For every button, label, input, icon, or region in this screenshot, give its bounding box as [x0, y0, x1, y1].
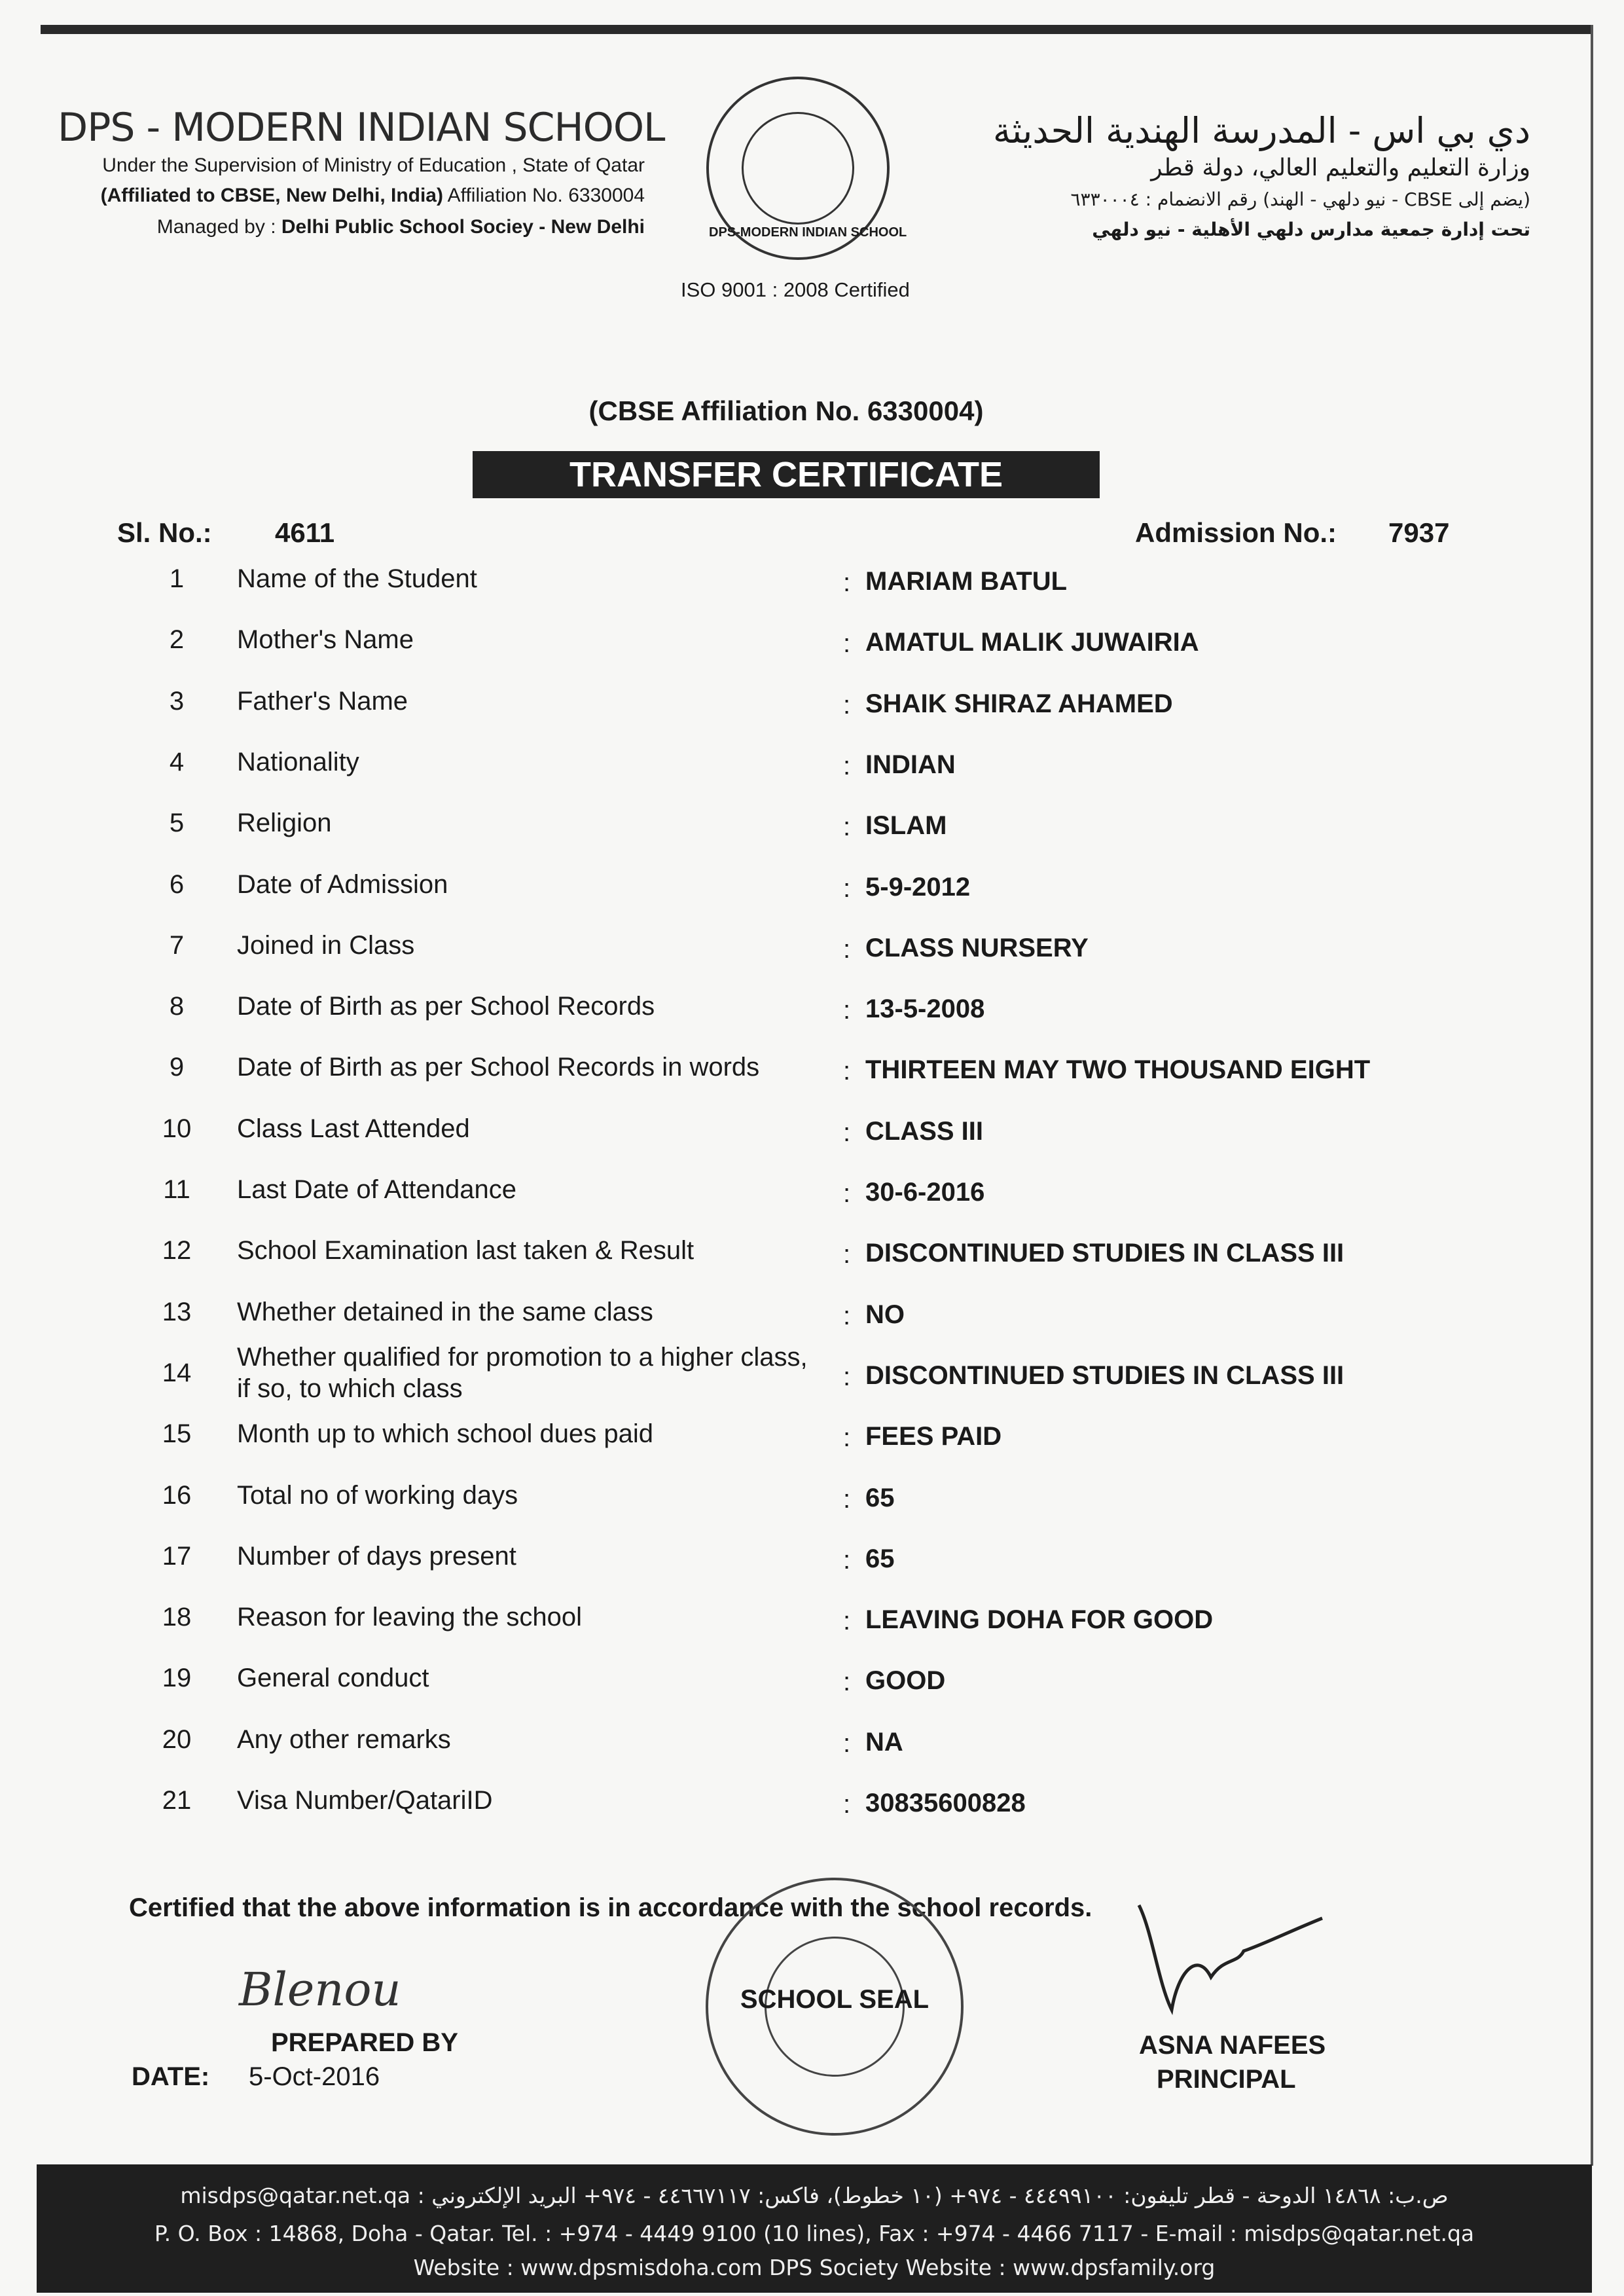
- admission-no-value: 7937: [1388, 517, 1450, 548]
- admission-no-label: Admission No.:: [1135, 517, 1337, 548]
- field-label: Name of the Student: [237, 564, 477, 593]
- field-label: Visa Number/QatariID: [237, 1786, 493, 1815]
- field-label: Date of Admission: [237, 869, 448, 899]
- field-value: CLASS III: [865, 1116, 984, 1146]
- field-row: [0, 687, 1624, 726]
- field-row: [0, 748, 1624, 787]
- field-value: NO: [865, 1300, 905, 1329]
- field-number: 2: [169, 625, 185, 655]
- field-label: Reason for leaving the school: [237, 1603, 582, 1632]
- field-value: MARIAM BATUL: [865, 567, 1068, 596]
- principal-title: PRINCIPAL: [1157, 2065, 1296, 2094]
- sl-no-value: 4611: [275, 517, 335, 548]
- logo-text: DPS-MODERN INDIAN SCHOOL: [709, 225, 907, 240]
- field-label: Joined in Class: [237, 930, 415, 960]
- principal-signature: [1126, 1892, 1335, 2023]
- date-label: DATE:: [132, 2062, 210, 2091]
- field-row: [0, 931, 1624, 970]
- field-colon: :: [843, 1607, 851, 1636]
- field-row: [0, 1342, 1624, 1403]
- school-name: DPS - MODERN INDIAN SCHOOL: [58, 105, 665, 151]
- certification-statement: Certified that the above information is in accordance with the school records.: [129, 1893, 1092, 1922]
- field-number: 19: [162, 1664, 192, 1693]
- field-row: [0, 1236, 1624, 1275]
- supervision-text: Under the Supervision of Ministry of Education , State of Qatar: [102, 155, 645, 176]
- field-row: [0, 1542, 1624, 1581]
- certificate-title: TRANSFER CERTIFICATE: [473, 451, 1100, 498]
- prepared-by-signature: Blenou: [239, 1963, 401, 2016]
- field-label: Class Last Attended: [237, 1114, 470, 1143]
- field-row: [0, 1481, 1624, 1520]
- field-row: [0, 870, 1624, 909]
- school-logo: [706, 77, 907, 260]
- footer: [37, 2164, 1592, 2293]
- field-label: Nationality: [237, 747, 359, 776]
- field-value: AMATUL MALIK JUWAIRIA: [865, 628, 1199, 657]
- affiliation-bold: (Affiliated to CBSE, New Delhi, India): [100, 185, 443, 206]
- field-number: 15: [162, 1419, 192, 1449]
- field-colon: :: [843, 873, 851, 903]
- field-row: [0, 564, 1624, 604]
- field-colon: :: [843, 1545, 851, 1575]
- field-value: THIRTEEN MAY TWO THOUSAND EIGHT: [865, 1055, 1371, 1085]
- field-value: SHAIK SHIRAZ AHAMED: [865, 689, 1173, 718]
- field-number: 4: [169, 747, 185, 776]
- field-row: [0, 1419, 1624, 1459]
- field-value: 13-5-2008: [865, 994, 985, 1024]
- field-value: GOOD: [865, 1666, 946, 1696]
- field-value: 65: [865, 1544, 895, 1573]
- field-number: 21: [162, 1786, 192, 1815]
- prepared-by-label: PREPARED BY: [271, 2028, 458, 2057]
- field-label: Mother's Name: [237, 625, 414, 655]
- field-colon: :: [843, 690, 851, 720]
- footer-arabic: ص.ب: ١٤٨٦٨ الدوحة - قطر تليفون: ٤٤٤٩٩١٠٠ - ٩٧٤+ (١٠ خطوط)، فاكس: ٤٤٦٦٧١١٧ - ٩٧٤+ البريد الإلكتروني : misdps@qatar.net.qa: [180, 2183, 1449, 2208]
- field-row: [0, 992, 1624, 1031]
- field-number: 10: [162, 1114, 192, 1143]
- field-value: FEES PAID: [865, 1422, 1002, 1451]
- field-label: Date of Birth as per School Records in words: [237, 1053, 760, 1082]
- field-value: DISCONTINUED STUDIES IN CLASS III: [865, 1239, 1344, 1268]
- field-value: 5-9-2012: [865, 872, 971, 902]
- field-colon: :: [843, 1118, 851, 1147]
- footer-websites: Website : www.dpsmisdoha.com DPS Society Website : www.dpsfamily.org: [413, 2255, 1216, 2280]
- field-row: [0, 1114, 1624, 1154]
- field-value: 30-6-2016: [865, 1178, 985, 1207]
- right-border: [1591, 25, 1593, 2166]
- field-value: DISCONTINUED STUDIES IN CLASS III: [865, 1360, 1344, 1390]
- field-number: 7: [169, 930, 185, 960]
- field-label: Last Date of Attendance: [237, 1175, 516, 1204]
- seal-label: SCHOOL SEAL: [740, 1985, 929, 2014]
- field-row: [0, 1053, 1624, 1092]
- date-value: 5-Oct-2016: [249, 2062, 380, 2091]
- field-number: 9: [169, 1053, 185, 1082]
- field-label: Total no of working days: [237, 1480, 518, 1510]
- field-colon: :: [843, 1179, 851, 1208]
- field-number: 11: [163, 1175, 190, 1204]
- field-label: Father's Name: [237, 686, 408, 716]
- affiliation-no: Affiliation No. 6330004: [442, 185, 645, 206]
- field-value: INDIAN: [865, 750, 956, 779]
- field-colon: :: [843, 1057, 851, 1086]
- affiliation-text: [101, 185, 645, 207]
- field-colon: :: [843, 1484, 851, 1514]
- field-colon: :: [843, 751, 851, 780]
- field-colon: :: [843, 1423, 851, 1453]
- arabic-ministry: وزارة التعليم والتعليم العالي، دولة قطر: [1151, 155, 1530, 181]
- field-number: 17: [162, 1541, 192, 1571]
- arabic-managed: تحت إدارة جمعية مدارس دلهي الأهلية - نيو دلهي: [1092, 219, 1530, 240]
- field-label: Any other remarks: [237, 1724, 451, 1754]
- field-value: NA: [865, 1727, 903, 1757]
- arabic-affiliation: (يضم إلى CBSE - نيو دلهي - الهند) رقم الانضمام : ٦٣٣٠٠٠٤: [1070, 189, 1530, 210]
- iso-certification: ISO 9001 : 2008 Certified: [681, 278, 910, 301]
- field-row: [0, 1603, 1624, 1642]
- field-label: Whether qualified for promotion to a higher class,: [237, 1342, 808, 1372]
- cbse-affiliation: (CBSE Affiliation No. 6330004): [588, 395, 984, 426]
- field-number: 14: [162, 1358, 192, 1387]
- field-number: 5: [169, 809, 185, 838]
- arabic-school-name: دي بي اس - المدرسة الهندية الحديثة: [993, 110, 1530, 151]
- field-colon: :: [843, 1728, 851, 1758]
- field-label: Whether detained in the same class: [237, 1297, 653, 1326]
- field-colon: :: [843, 568, 851, 597]
- top-rule: [41, 25, 1593, 34]
- field-number: 13: [162, 1297, 192, 1326]
- field-row: [0, 1175, 1624, 1214]
- field-row: [0, 1298, 1624, 1337]
- field-label: Date of Birth as per School Records: [237, 992, 655, 1021]
- field-colon: :: [843, 996, 851, 1025]
- field-row: [0, 809, 1624, 848]
- field-colon: :: [843, 1667, 851, 1697]
- field-row: [0, 1786, 1624, 1825]
- field-colon: :: [843, 1301, 851, 1330]
- field-number: 16: [162, 1480, 192, 1510]
- field-number: 12: [162, 1236, 192, 1266]
- principal-name: ASNA NAFEES: [1139, 2031, 1326, 2060]
- field-value: 30835600828: [865, 1789, 1026, 1817]
- field-number: 3: [169, 686, 185, 716]
- field-label: School Examination last taken & Result: [237, 1236, 695, 1266]
- field-colon: :: [843, 812, 851, 842]
- field-row: [0, 625, 1624, 665]
- field-colon: :: [843, 1240, 851, 1269]
- field-value: 65: [865, 1483, 895, 1512]
- managed-by: Delhi Public School Sociey - New Delhi: [281, 216, 645, 238]
- field-label: Religion: [237, 809, 332, 838]
- field-value: CLASS NURSERY: [865, 933, 1089, 962]
- field-number: 6: [169, 869, 185, 899]
- field-number: 8: [169, 992, 185, 1021]
- field-colon: :: [843, 1790, 851, 1819]
- footer-contact: P. O. Box : 14868, Doha - Qatar. Tel. : +974 - 4449 9100 (10 lines), Fax : +974 - 4466 7117 - E-mail : misdps@qatar.net.qa: [154, 2221, 1475, 2246]
- field-number: 20: [162, 1724, 192, 1754]
- field-colon: :: [843, 629, 851, 659]
- field-label: Month up to which school dues paid: [237, 1419, 653, 1449]
- field-row: [0, 1725, 1624, 1764]
- field-value: ISLAM: [865, 811, 947, 841]
- school-seal: [706, 1878, 964, 2136]
- field-colon: :: [843, 934, 851, 964]
- field-number: 18: [162, 1603, 192, 1632]
- sl-no-label: Sl. No.:: [117, 517, 212, 548]
- field-row: [0, 1664, 1624, 1703]
- field-value: LEAVING DOHA FOR GOOD: [865, 1605, 1214, 1635]
- field-number: 1: [169, 564, 185, 593]
- field-label: Number of days present: [237, 1541, 516, 1571]
- managed-text: [157, 216, 645, 238]
- field-colon: :: [843, 1362, 851, 1391]
- managed-label: Managed by :: [156, 216, 281, 238]
- field-label-line2: if so, to which class: [237, 1374, 463, 1403]
- logo-inner-ring: [742, 112, 854, 225]
- field-label: General conduct: [237, 1664, 429, 1693]
